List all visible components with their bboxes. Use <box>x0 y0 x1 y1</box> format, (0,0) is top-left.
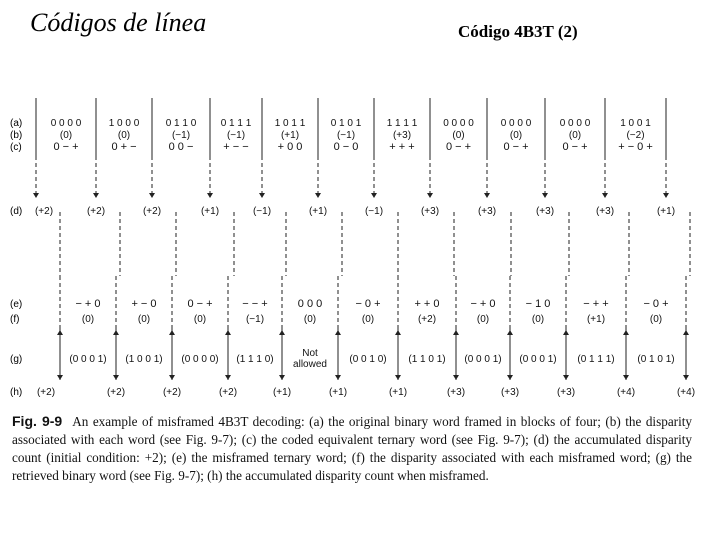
misframed-disparity: (0) <box>193 314 207 325</box>
down-arrow-icon <box>484 193 490 198</box>
up-arrow-icon <box>279 330 285 335</box>
misframed-accumulated-disparity: (+2) <box>218 387 238 398</box>
retrieved-binary-word: (0 0 1 0) <box>349 354 387 365</box>
figure-diagram <box>0 90 720 410</box>
original-binary-word: 1 0 0 1 <box>620 118 651 129</box>
retrieved-binary-word: (0 0 0 1) <box>464 354 502 365</box>
misframed-accumulated-disparity: (+2) <box>162 387 182 398</box>
row-label-e: (e) <box>10 299 23 310</box>
misframed-accumulated-disparity: (+3) <box>556 387 576 398</box>
up-arrow-icon <box>623 330 629 335</box>
word-disparity: (0) <box>509 130 523 141</box>
row-label-c: (c) <box>10 142 22 153</box>
down-arrow-icon <box>542 193 548 198</box>
down-arrow-icon <box>57 375 63 380</box>
original-binary-word: 1 1 1 1 <box>386 118 418 129</box>
figure-values <box>35 118 695 398</box>
slide-subtitle: Código 4B3T (2) <box>458 22 578 41</box>
accumulated-disparity: (+3) <box>477 206 497 217</box>
ternary-word: 0 0 − <box>168 141 194 153</box>
misframed-ternary-word: − 1 0 <box>525 298 551 310</box>
ternary-word: + + + <box>389 141 415 153</box>
misframed-accumulated-disparity: (+2) <box>106 387 126 398</box>
retrieved-binary-word: allowed <box>293 359 327 370</box>
up-arrow-icon <box>453 330 459 335</box>
misframed-disparity: (0) <box>137 314 151 325</box>
misframed-ternary-word: + − 0 <box>131 298 157 310</box>
up-arrow-icon <box>57 330 63 335</box>
misframed-ternary-word: − 0 + <box>643 298 669 310</box>
misframed-accumulated-disparity: (+1) <box>328 387 348 398</box>
figure-caption <box>12 412 692 485</box>
word-disparity: (−1) <box>226 130 246 141</box>
retrieved-binary-word: (0 1 0 1) <box>637 354 675 365</box>
down-arrow-icon <box>453 375 459 380</box>
ternary-word: 0 − 0 <box>333 141 359 153</box>
down-arrow-icon <box>259 193 265 198</box>
accumulated-disparity: (+3) <box>420 206 440 217</box>
word-disparity: (+3) <box>392 130 412 141</box>
misframed-ternary-word: − 0 + <box>355 298 381 310</box>
ternary-word: + − − <box>223 141 249 153</box>
original-binary-word: 0 1 0 1 <box>330 118 362 129</box>
word-disparity: (0) <box>59 130 73 141</box>
down-arrow-icon <box>225 375 231 380</box>
misframed-accumulated-disparity: (+4) <box>616 387 636 398</box>
misframed-disparity: (+1) <box>586 314 606 325</box>
down-arrow-icon <box>335 375 341 380</box>
original-binary-word: 0 1 1 0 <box>165 118 197 129</box>
misframed-disparity: (0) <box>303 314 317 325</box>
up-arrow-icon <box>507 330 513 335</box>
original-binary-word: 1 0 0 0 <box>108 118 140 129</box>
slide-title: Códigos de línea <box>30 8 207 37</box>
row-label-h: (h) <box>10 387 23 398</box>
misframed-accumulated-disparity: (+4) <box>676 387 696 398</box>
row-label-b: (b) <box>10 130 23 141</box>
ternary-word: 0 + − <box>111 141 137 153</box>
up-arrow-icon <box>335 330 341 335</box>
down-arrow-icon <box>371 193 377 198</box>
accumulated-disparity: (+2) <box>86 206 106 217</box>
down-arrow-icon <box>395 375 401 380</box>
original-binary-word: 0 0 0 0 <box>443 118 474 129</box>
row-label-g: (g) <box>10 354 23 365</box>
row-label-f: (f) <box>10 314 20 325</box>
down-arrow-icon <box>315 193 321 198</box>
misframed-ternary-word: 0 − + <box>187 298 213 310</box>
retrieved-binary-word: (0 0 0 1) <box>69 354 107 365</box>
retrieved-binary-word: (1 1 0 1) <box>408 354 446 365</box>
word-disparity: (+1) <box>280 130 300 141</box>
word-disparity: (0) <box>568 130 582 141</box>
caption-text: An example of misframed 4B3T decoding: (a) the original binary word framed in blocks of four; (b) the disparity associated with each word (see Fig. 9-7); (c) the coded equivalent ternary word (see Fig. 9-7); (d) the accumulated disparity count (initial condition: +2); (e) the misframed ternary word; (f) the disparity associated with each misframed word; (g) the retrieved binary word (see Fig. 9-7); (h) the accumulated disparity count when misframed. <box>12 414 692 483</box>
accumulated-disparity: (+1) <box>200 206 220 217</box>
retrieved-binary-word: (1 1 1 0) <box>236 354 274 365</box>
retrieved-binary-word: (0 0 0 0) <box>181 354 219 365</box>
misframed-ternary-word: + + 0 <box>414 298 440 310</box>
misframed-accumulated-disparity: (+2) <box>36 387 56 398</box>
misframed-ternary-word: − + + <box>583 298 609 310</box>
down-arrow-icon <box>113 375 119 380</box>
misframed-disparity: (0) <box>531 314 545 325</box>
retrieved-binary-word: (0 1 1 1) <box>577 354 615 365</box>
ternary-word: + 0 0 <box>277 141 303 153</box>
misframed-disparity: (0) <box>649 314 663 325</box>
word-disparity: (0) <box>452 130 465 141</box>
misframed-disparity: (0) <box>476 314 490 325</box>
down-arrow-icon <box>207 193 213 198</box>
ternary-word: 0 − + <box>445 141 472 153</box>
original-binary-word: 0 1 1 1 <box>220 118 252 129</box>
up-arrow-icon <box>225 330 231 335</box>
misframed-accumulated-disparity: (+1) <box>272 387 292 398</box>
misframed-accumulated-disparity: (+3) <box>446 387 466 398</box>
misframed-disparity: (0) <box>81 314 95 325</box>
up-arrow-icon <box>113 330 119 335</box>
down-arrow-icon <box>169 375 175 380</box>
accumulated-disparity: (+3) <box>535 206 555 217</box>
misframed-disparity: (−1) <box>245 314 265 325</box>
down-arrow-icon <box>602 193 608 198</box>
down-arrow-icon <box>623 375 629 380</box>
down-arrow-icon <box>93 193 99 198</box>
down-arrow-icon <box>149 193 155 198</box>
down-arrow-icon <box>663 193 669 198</box>
figure-number: Fig. 9-9 <box>12 413 63 429</box>
down-arrow-icon <box>33 193 39 198</box>
down-arrow-icon <box>507 375 513 380</box>
original-binary-word: 0 0 0 0 <box>559 118 591 129</box>
row-label-d: (d) <box>10 206 23 217</box>
up-arrow-icon <box>683 330 689 335</box>
accumulated-disparity: (−1) <box>252 206 272 217</box>
misframed-ternary-word: − − + <box>242 298 268 310</box>
retrieved-binary-word: (1 0 0 1) <box>125 354 163 365</box>
retrieved-binary-word: Not <box>302 348 318 359</box>
misframed-ternary-word: − + 0 <box>470 298 496 310</box>
word-disparity: (0) <box>117 130 131 141</box>
up-arrow-icon <box>169 330 175 335</box>
row-label-a: (a) <box>10 118 23 129</box>
accumulated-disparity: (+1) <box>656 206 676 217</box>
original-binary-word: 0 0 0 0 <box>500 118 532 129</box>
down-arrow-icon <box>427 193 433 198</box>
down-arrow-icon <box>279 375 285 380</box>
misframed-ternary-word: 0 0 0 <box>297 298 323 310</box>
retrieved-binary-word: (0 0 0 1) <box>519 354 557 365</box>
ternary-word: + − 0 + <box>618 141 653 153</box>
misframed-accumulated-disparity: (+1) <box>388 387 408 398</box>
word-disparity: (−1) <box>336 130 356 141</box>
ternary-word: 0 − + <box>53 141 79 153</box>
accumulated-disparity: (+3) <box>595 206 615 217</box>
down-arrow-icon <box>683 375 689 380</box>
accumulated-disparity: (+2) <box>142 206 162 217</box>
up-arrow-icon <box>395 330 401 335</box>
misframed-accumulated-disparity: (+3) <box>500 387 520 398</box>
accumulated-disparity: (+2) <box>34 206 54 217</box>
ternary-word: 0 − + <box>503 141 529 153</box>
up-arrow-icon <box>563 330 569 335</box>
word-disparity: (−1) <box>171 130 191 141</box>
word-disparity: (−2) <box>626 130 645 141</box>
original-binary-word: 0 0 0 0 <box>50 118 82 129</box>
misframed-disparity: (0) <box>361 314 375 325</box>
accumulated-disparity: (−1) <box>364 206 384 217</box>
misframed-ternary-word: − + 0 <box>75 298 101 310</box>
down-arrow-icon <box>563 375 569 380</box>
original-binary-word: 1 0 1 1 <box>274 118 306 129</box>
accumulated-disparity: (+1) <box>308 206 328 217</box>
ternary-word: 0 − + <box>562 141 588 153</box>
misframed-disparity: (+2) <box>417 314 437 325</box>
